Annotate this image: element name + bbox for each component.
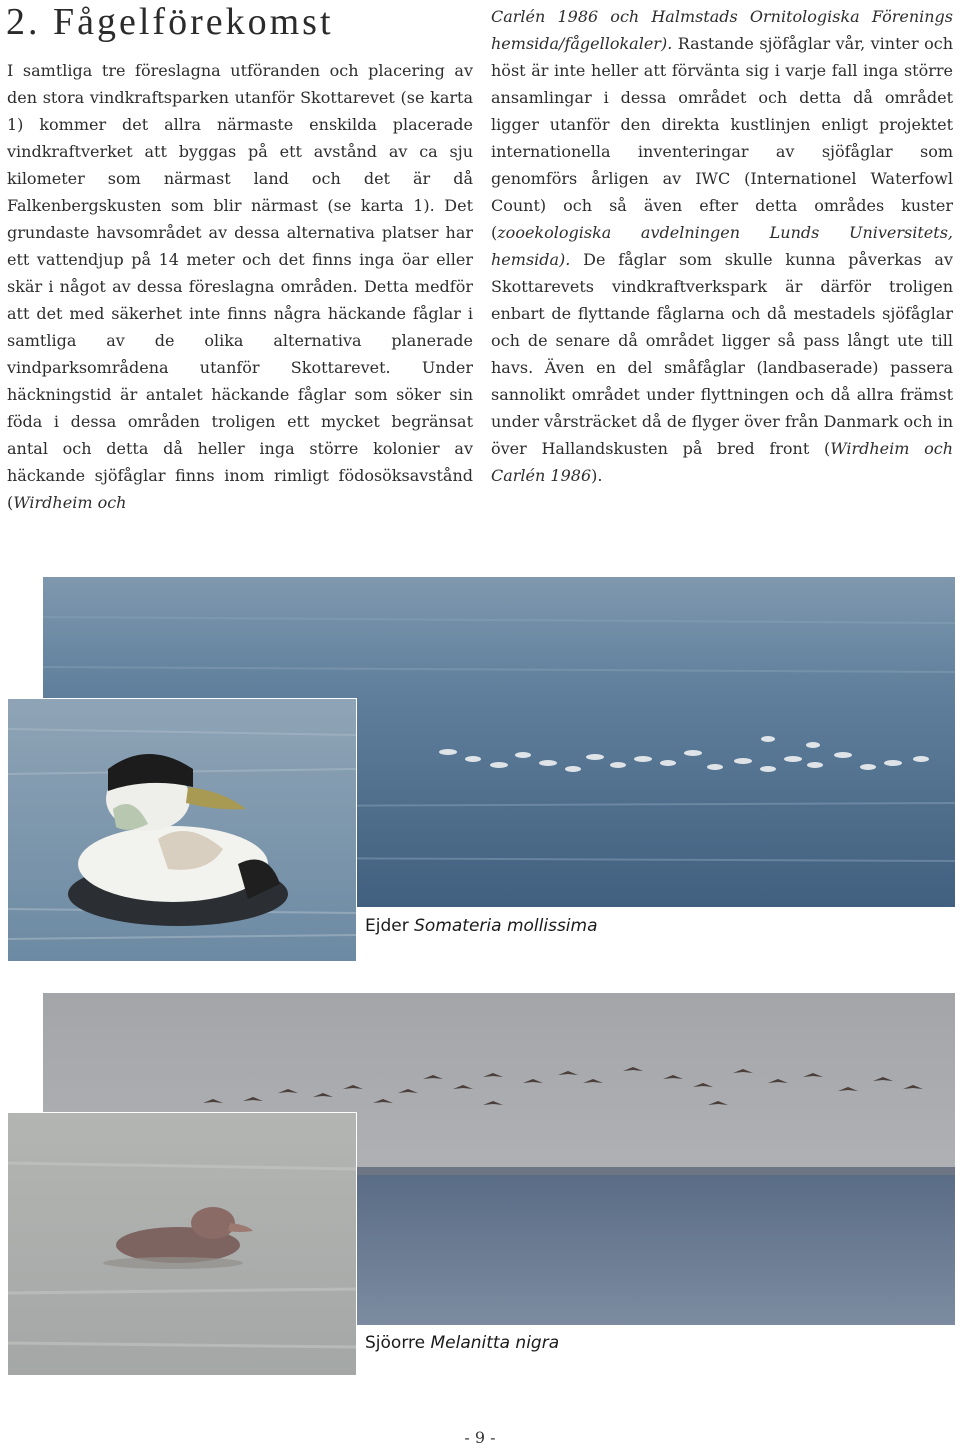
body-paragraph-right-2: De fåglar som skulle kunna påverkas av Skottarevets vindkraftverkspark är därför troligen enbart de flyttande fåglarna och då mestadels sjöfåglar och de senare då området ligger så pass långt ute till havs. Även en del småfåglar (landbaserade) passera sannolikt området under flyttningen och då allra främst under vårsträcket då de flyger över från Danmark och in över Hallandskusten på bred front ( — [491, 250, 953, 458]
section-title: 2. Fågelförekomst — [6, 1, 334, 43]
caption-common-name: Ejder — [365, 916, 409, 936]
citation-wirdheim-carlen: Wirdheim och Carlén 1986 — [491, 439, 953, 485]
figure-caption-scoter — [365, 1333, 559, 1353]
citation-zooekologiska: zooekologiska avdelningen Lunds Universitets, hemsida). — [491, 223, 953, 269]
body-paragraph-left: I samtliga tre föreslagna utföranden och placering av den stora vindkraftsparken utanför Skottarevet (se karta 1) kommer det allra närmaste enskilda placerade vindkraftverket att byggas på ett avstånd av ca sju kilometer som närmast land och det är då Falkenbergskusten som blir närmast (se karta 1). Det grundaste havsområdet av dessa alternativa platser har ett vattendjup på 14 meter och det finns inga öar eller skär i något av dessa föreslagna områden. Detta medför att det med säkerhet inte finns några häckande fåglar i samtliga av de olika alternativa planerade vindparksområdena utanför Skottarevet. Under häckningstid är antalet häckande fåglar som söker sin föda i dessa områden troligen ett mycket begränsat antal och detta då heller inga större kolonier av häckande sjöfåglar finns inom rimligt födosöksavstånd ( — [7, 61, 473, 512]
caption-latin-name: Somateria mollissima — [414, 916, 598, 936]
body-paragraph-right-end: ). — [591, 466, 603, 485]
body-text-right-column — [491, 3, 953, 489]
body-paragraph-right-1: Rastande sjöfåglar vår, vinter och höst är inte heller att förvänta sig i varje fall inga större ansamlingar i dessa området och detta då området ligger utanför den direkta kustlinjen enligt projektet internationella inventeringar av sjöfåglar som genomförs årligen av IWC (Internationel Waterfowl Count) och så även efter detta områdes kuster ( — [491, 34, 953, 242]
photo-scoter-closeup — [7, 1112, 357, 1376]
photo-eider-closeup — [7, 698, 357, 962]
citation-continued: Carlén 1986 och Halmstads Ornitologiska Förenings hemsida/fågellokaler). — [491, 7, 953, 53]
figure-caption-eider — [365, 916, 598, 936]
page-number: - 9 - — [464, 1428, 496, 1447]
body-text-left-column — [7, 57, 473, 516]
caption-latin-name: Melanitta nigra — [430, 1333, 560, 1353]
caption-common-name: Sjöorre — [365, 1333, 426, 1353]
citation-wirdheim: Wirdheim och — [13, 493, 127, 512]
